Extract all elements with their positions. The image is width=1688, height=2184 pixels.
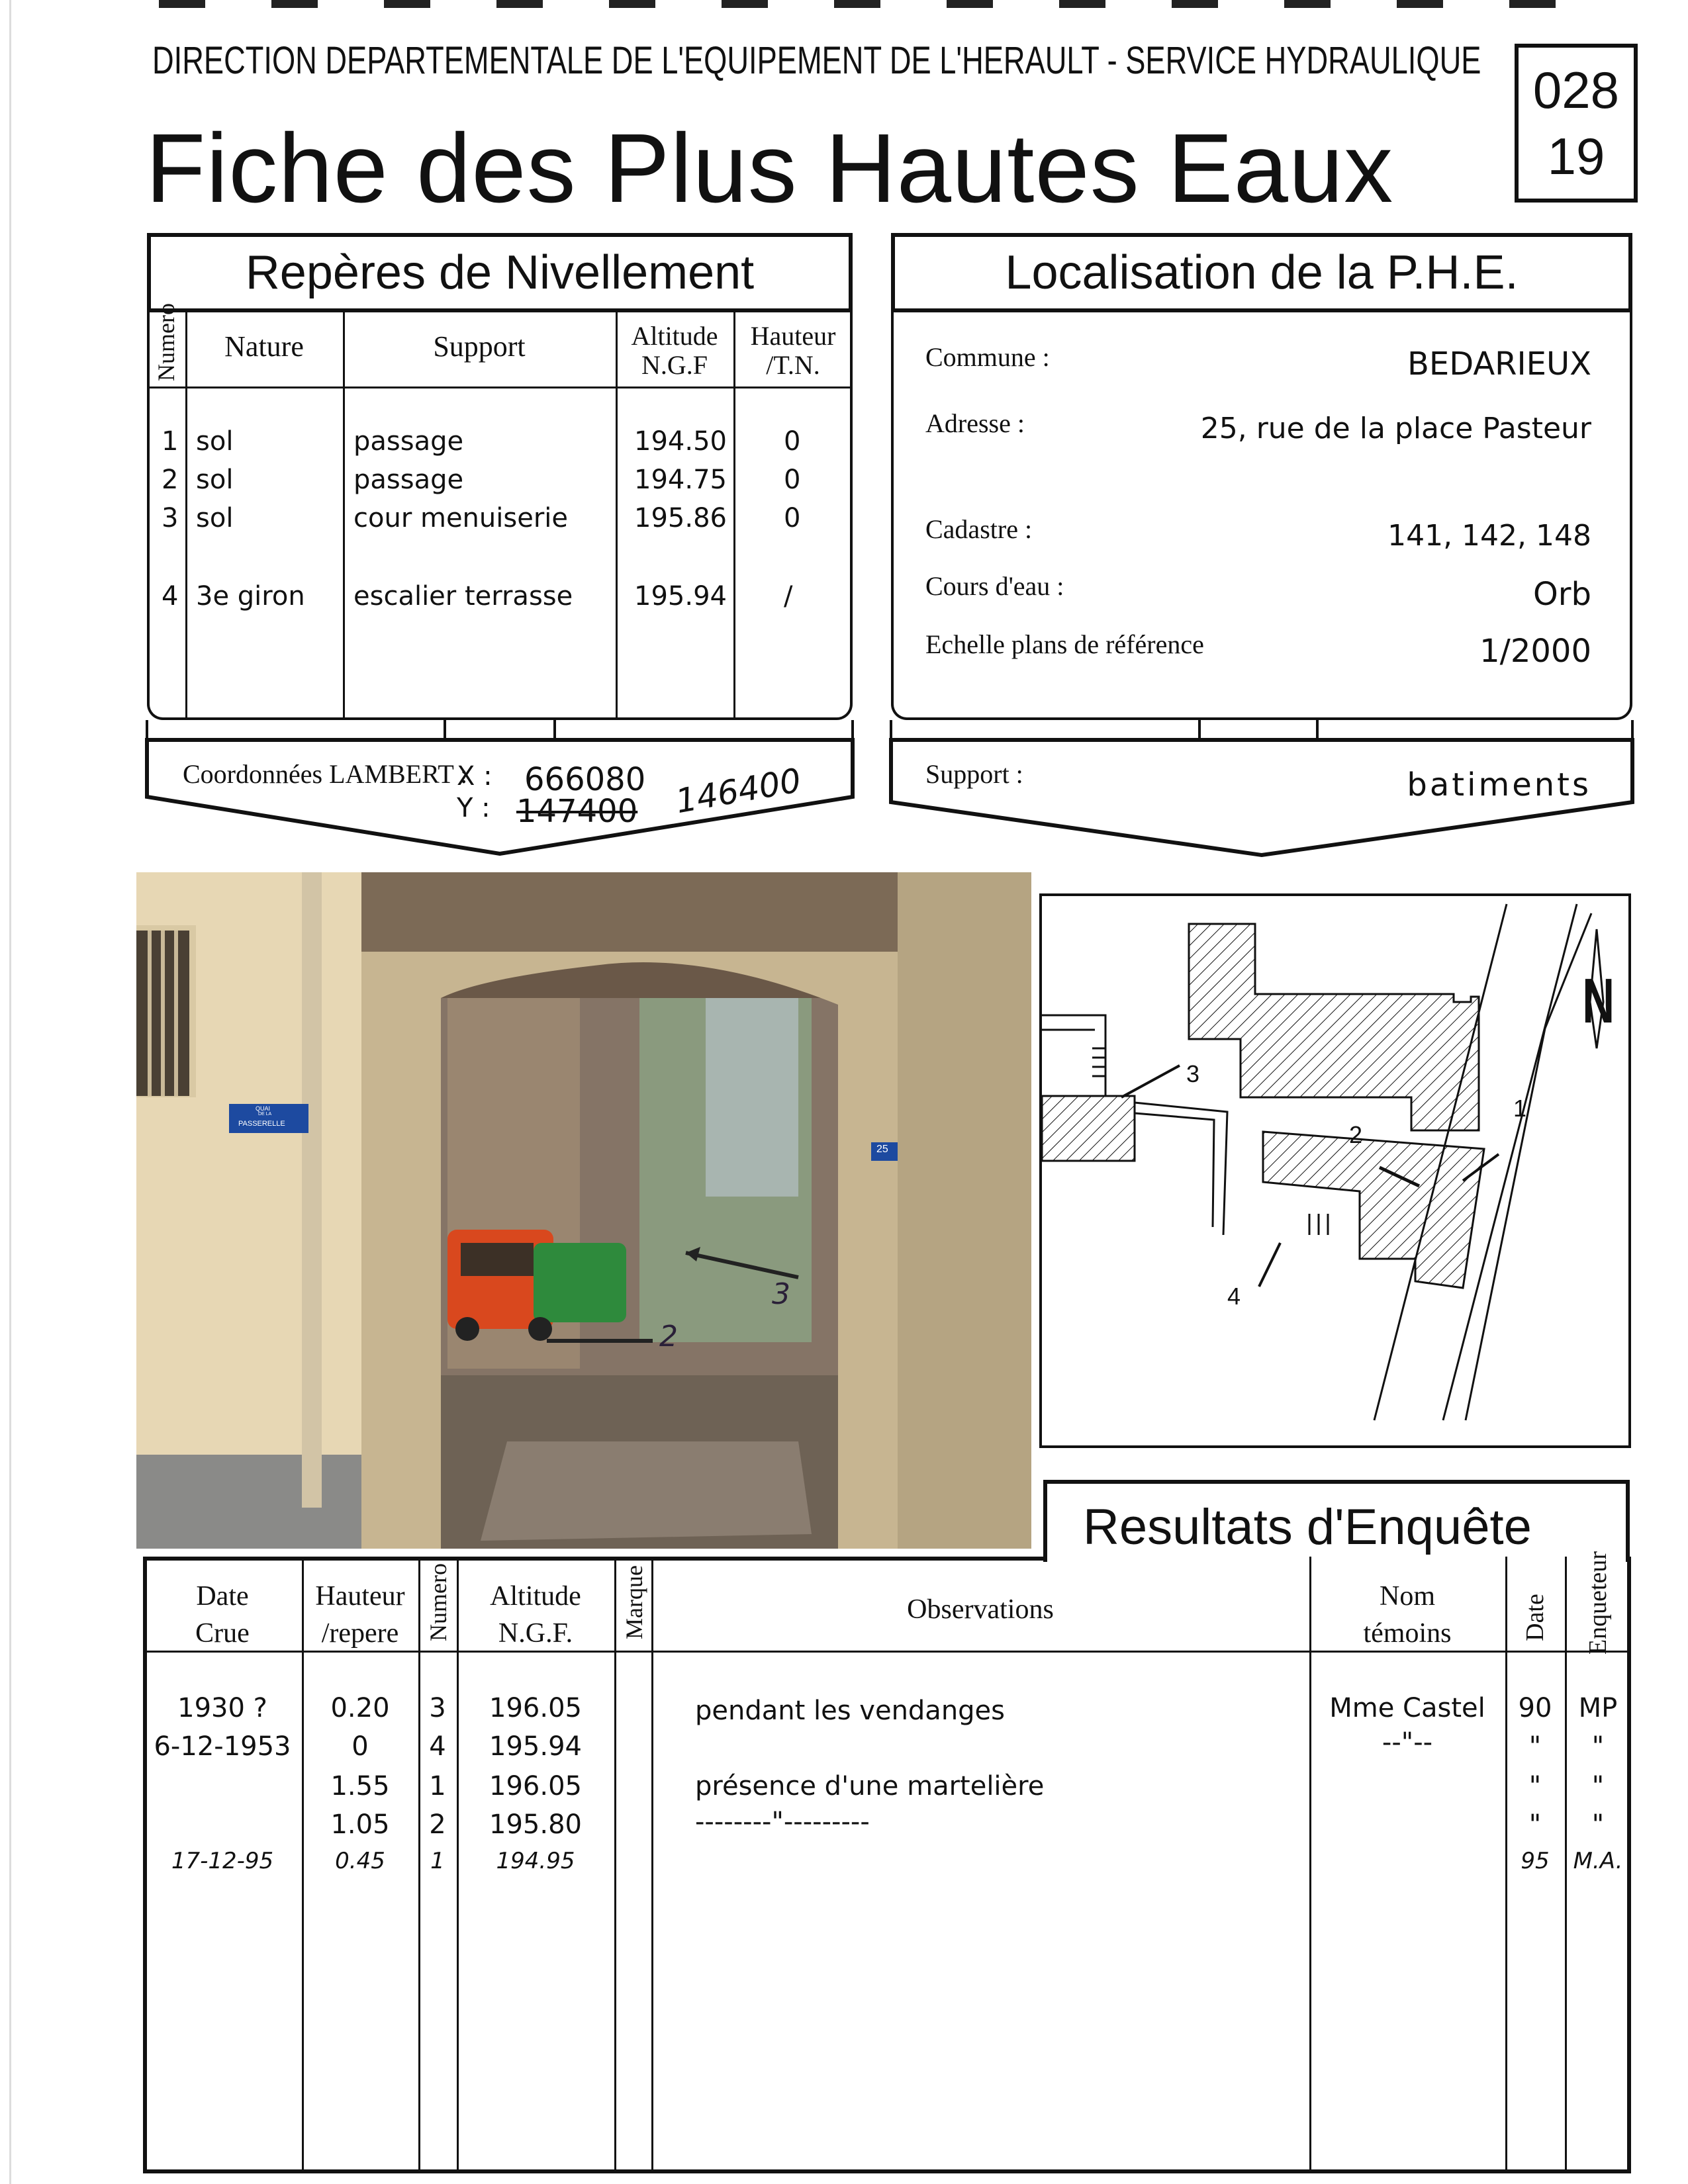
photo-mark-3: 3 — [772, 1277, 790, 1311]
page-title: Fiche des Plus Hautes Eaux — [146, 114, 1394, 223]
resultats-header-date-crue: Date Crue — [195, 1581, 250, 1649]
resultats-altitude: 195.80 — [489, 1809, 582, 1840]
reperes-header-nature: Nature — [224, 330, 304, 363]
resultats-enqueteur: M.A. — [1573, 1848, 1623, 1874]
reperes-nature: sol — [196, 426, 234, 457]
support-value: batiments — [1407, 766, 1591, 803]
reperes-support: passage — [353, 465, 464, 495]
resultats-date-crue: 1930 ? — [177, 1693, 267, 1723]
header-direction: DIRECTION DEPARTEMENTALE DE L'EQUIPEMENT DE L'HERAULT - SERVICE HYDRAULIQUE — [152, 39, 1481, 82]
street-sign-line2: DE LA — [258, 1112, 272, 1116]
resultats-numero: 1 — [429, 1771, 446, 1801]
reperes-num: 2 — [162, 465, 179, 495]
resultats-observation: pendant les vendanges — [695, 1696, 1006, 1726]
reference-top: 028 — [1532, 61, 1620, 119]
cadastre-label: Cadastre : — [925, 514, 1033, 544]
street-sign-line1: QUAI — [256, 1105, 271, 1112]
resultats-header-date: Date — [1521, 1594, 1549, 1641]
reperes-num: 4 — [162, 581, 179, 612]
reperes-header-hauteur: Hauteur /T.N. — [750, 321, 836, 380]
resultats-altitude: 196.05 — [489, 1693, 582, 1723]
resultats-col-line — [651, 1557, 653, 2173]
resultats-date: 95 — [1521, 1848, 1550, 1874]
resultats-altitude: 196.05 — [489, 1771, 582, 1801]
reperes-nature: 3e giron — [196, 581, 305, 612]
reperes-title: Repères de Nivellement — [147, 233, 853, 312]
reperes-num: 3 — [162, 503, 179, 533]
reperes-nature: sol — [196, 465, 234, 495]
resultats-hauteur: 1.55 — [330, 1771, 390, 1801]
resultats-numero: 3 — [429, 1693, 446, 1723]
cadastre-value: 141, 142, 148 — [1387, 519, 1591, 553]
site-photo — [136, 872, 1031, 1549]
resultats-temoin: Mme Castel — [1329, 1693, 1485, 1723]
map-label-2: 2 — [1349, 1121, 1363, 1148]
cours-eau-label: Cours d'eau : — [925, 571, 1064, 601]
resultats-hauteur: 1.05 — [330, 1809, 390, 1840]
resultats-hauteur: 0 — [352, 1731, 369, 1762]
resultats-header-marque: Marque — [621, 1565, 647, 1639]
reperes-altitude: 195.94 — [634, 581, 727, 612]
photo-mark-2: 2 — [659, 1320, 678, 1353]
reperes-support: cour menuiserie — [353, 503, 568, 533]
resultats-header-observations: Observations — [907, 1594, 1054, 1625]
resultats-date: " — [1528, 1809, 1542, 1840]
lambert-y-label: Y : — [457, 793, 491, 823]
reperes-altitude: 194.50 — [634, 426, 727, 457]
commune-value: BEDARIEUX — [1407, 345, 1591, 383]
resultats-date-crue: 17-12-95 — [171, 1848, 274, 1874]
resultats-date: " — [1528, 1771, 1542, 1801]
map-drawing — [1042, 896, 1628, 1445]
adresse-label: Adresse : — [925, 408, 1025, 438]
street-sign-line3: PASSERELLE — [238, 1120, 285, 1128]
resultats-date: " — [1528, 1731, 1542, 1762]
resultats-observation: --------"--------- — [695, 1807, 870, 1837]
resultats-header-hauteur: Hauteur /repere — [315, 1581, 405, 1649]
reperes-header-altitude: Altitude N.G.F — [631, 321, 718, 380]
resultats-header-altitude: Altitude N.G.F. — [490, 1581, 581, 1649]
lambert-y-value-struck: 147400 — [516, 793, 638, 830]
resultats-col-line — [614, 1557, 616, 2173]
reperes-header-numero: Numero — [153, 303, 179, 381]
resultats-enqueteur: " — [1591, 1771, 1605, 1801]
echelle-value: 1/2000 — [1479, 633, 1591, 670]
support-label: Support : — [925, 759, 1023, 789]
reperes-support: escalier terrasse — [353, 581, 573, 612]
echelle-label: Echelle plans de référence — [925, 629, 1204, 659]
reperes-nature: sol — [196, 503, 234, 533]
reperes-hauteur: 0 — [784, 465, 801, 495]
reperes-altitude: 195.86 — [634, 503, 727, 533]
commune-label: Commune : — [925, 342, 1050, 372]
reperes-support: passage — [353, 426, 464, 457]
resultats-observation: présence d'une martelière — [695, 1771, 1045, 1801]
resultats-altitude: 195.94 — [489, 1731, 582, 1762]
resultats-date-crue: 6-12-1953 — [154, 1731, 291, 1762]
resultats-numero: 2 — [429, 1809, 446, 1840]
resultats-numero: 1 — [430, 1848, 445, 1874]
reperes-num: 1 — [162, 426, 179, 457]
resultats-header-numero: Numero — [425, 1563, 451, 1641]
reperes-hauteur: / — [784, 581, 793, 612]
resultats-temoin: --"-- — [1382, 1727, 1433, 1758]
lambert-y-value-handwritten: 146400 — [673, 760, 804, 821]
resultats-header-nom-temoins: Nom témoins — [1363, 1581, 1452, 1649]
reference-bottom: 19 — [1547, 127, 1605, 185]
lambert-x-value: 666080 — [524, 761, 646, 798]
resultats-enqueteur: " — [1591, 1809, 1605, 1840]
resultats-hauteur: 0.20 — [330, 1693, 390, 1723]
reperes-hauteur: 0 — [784, 503, 801, 533]
resultats-altitude: 194.95 — [496, 1848, 575, 1874]
location-map — [1039, 893, 1631, 1448]
map-label-4: 4 — [1227, 1283, 1241, 1310]
map-north: N — [1582, 966, 1615, 1036]
localisation-title: Localisation de la P.H.E. — [891, 233, 1632, 312]
map-label-1: 1 — [1513, 1095, 1527, 1122]
map-label-3: 3 — [1186, 1060, 1200, 1087]
resultats-numero: 4 — [429, 1731, 446, 1762]
lambert-label: Coordonnées LAMBERT : — [183, 759, 468, 789]
lambert-x-label: X : — [457, 761, 492, 792]
resultats-enqueteur: MP — [1578, 1693, 1618, 1723]
door-number: 25 — [876, 1144, 888, 1155]
resultats-header-enqueteur: Enqueteur — [1584, 1551, 1612, 1655]
cours-eau-value: Orb — [1533, 576, 1591, 613]
reperes-altitude: 194.75 — [634, 465, 727, 495]
resultats-hauteur: 0.45 — [335, 1848, 385, 1874]
resultats-enqueteur: " — [1591, 1731, 1605, 1762]
reperes-hauteur: 0 — [784, 426, 801, 457]
photo-scene — [136, 872, 1031, 1549]
resultats-title: Resultats d'Enquête — [1043, 1480, 1630, 1562]
resultats-date: 90 — [1518, 1693, 1552, 1723]
reperes-header-support: Support — [433, 330, 526, 363]
adresse-value: 25, rue de la place Pasteur — [1200, 412, 1591, 445]
